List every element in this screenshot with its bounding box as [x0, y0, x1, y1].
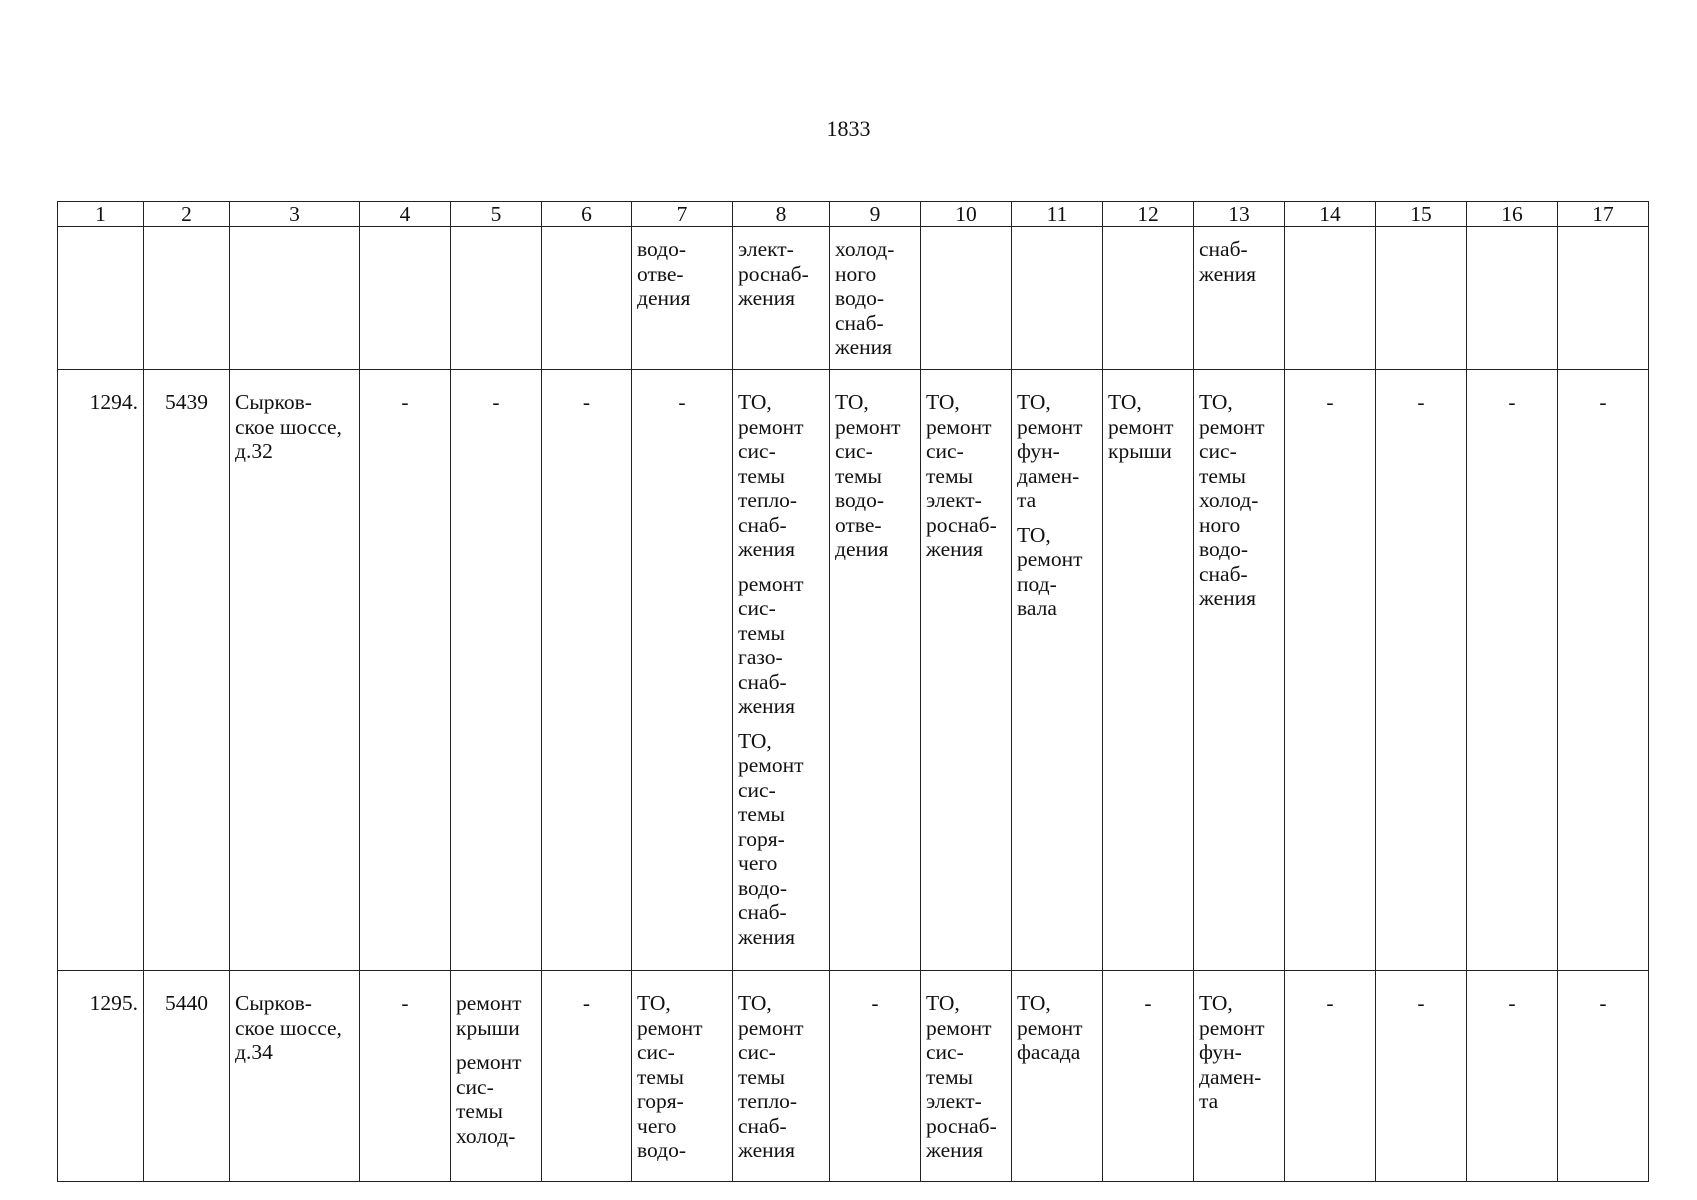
cell-line: жения	[1199, 261, 1257, 286]
dash-cell: -	[1376, 370, 1467, 971]
cell-line: ТО,	[1017, 390, 1051, 414]
cell-line: сис-	[738, 1040, 776, 1064]
row-number: 1294.	[58, 370, 144, 971]
work-item	[456, 1050, 536, 1148]
column-header: 12	[1103, 202, 1194, 227]
cell-line: снаб-	[738, 512, 787, 537]
cell-line: ремонт	[456, 991, 522, 1015]
repair-schedule-table	[57, 201, 1649, 1182]
dash-cell: -	[360, 971, 451, 1182]
dash-cell: -	[1558, 971, 1649, 1182]
empty-cell	[1467, 227, 1558, 370]
cell-line: сис-	[738, 596, 776, 620]
cell-line: жения	[835, 335, 893, 359]
continuation-cell-9	[830, 227, 921, 370]
cell-line: ремонт	[456, 1050, 522, 1074]
cell-line: холод-	[835, 237, 895, 261]
cell-line: фун-	[1199, 1040, 1242, 1064]
cell-line: жения	[926, 537, 984, 561]
address-line: д.34	[235, 1040, 273, 1064]
dash-cell: -	[360, 370, 451, 971]
cell-line: снаб-	[738, 900, 787, 924]
dash-cell: -	[1467, 971, 1558, 1182]
empty-cell	[230, 227, 360, 370]
cell-line: снаб-	[738, 669, 787, 694]
cell-line: темы	[456, 1099, 503, 1123]
cell-line: ТО,	[637, 991, 671, 1015]
column-header: 8	[733, 202, 830, 227]
empty-cell	[921, 227, 1012, 370]
work-cell-10	[921, 370, 1012, 971]
work-item	[738, 572, 824, 719]
dash-cell: -	[1103, 971, 1194, 1182]
building-code: 5440	[144, 971, 230, 1182]
cell-line: холод-	[1199, 488, 1259, 512]
work-item	[456, 991, 536, 1040]
cell-line: ТО,	[926, 390, 960, 414]
dash-cell: -	[632, 370, 733, 971]
cell-line: ремонт	[1017, 1015, 1083, 1040]
cell-line: крыши	[1108, 439, 1172, 463]
work-cell-10	[921, 971, 1012, 1182]
column-header: 2	[144, 202, 230, 227]
column-header: 1	[58, 202, 144, 227]
column-header: 7	[632, 202, 733, 227]
cell-line: сис-	[738, 439, 776, 463]
work-item	[738, 729, 824, 950]
cell-line: отве-	[637, 261, 684, 286]
cell-line: жения	[1199, 586, 1257, 610]
work-cell-11	[1012, 370, 1103, 971]
empty-cell	[360, 227, 451, 370]
cell-line: ТО,	[1017, 991, 1051, 1015]
empty-cell	[1376, 227, 1467, 370]
work-item	[1017, 390, 1097, 513]
cell-line: та	[1017, 488, 1037, 512]
cell-line: водо-	[738, 875, 787, 900]
work-cell-5	[451, 971, 542, 1182]
address-line: Сырков-	[235, 991, 312, 1015]
cell-line: газо-	[738, 645, 783, 669]
column-header: 5	[451, 202, 542, 227]
cell-line: жения	[738, 694, 796, 718]
cell-line: элект-	[738, 237, 794, 261]
cell-line: ремонт	[738, 571, 804, 596]
cell-line: темы	[926, 463, 973, 488]
empty-cell	[1012, 227, 1103, 370]
empty-cell	[451, 227, 542, 370]
cell-line: сис-	[738, 777, 776, 802]
work-cell-8	[733, 971, 830, 1182]
cell-line: снаб-	[1199, 237, 1248, 261]
dash-cell: -	[1285, 971, 1376, 1182]
address-cell	[230, 370, 360, 971]
address-line: д.32	[235, 439, 273, 463]
cell-line: ремонт	[926, 1015, 992, 1040]
cell-line: роснаб-	[926, 1113, 997, 1138]
empty-cell	[58, 227, 144, 370]
cell-line: под-	[1017, 571, 1057, 596]
cell-line: жения	[738, 286, 796, 310]
empty-cell	[542, 227, 632, 370]
column-header: 3	[230, 202, 360, 227]
cell-line: ТО,	[1017, 522, 1051, 547]
cell-line: роснаб-	[926, 512, 997, 537]
cell-line: ТО,	[738, 390, 772, 414]
work-item	[738, 390, 824, 562]
cell-line: чего	[637, 1113, 677, 1138]
column-header: 13	[1194, 202, 1285, 227]
cell-line: водо-	[637, 237, 686, 261]
cell-line: ремонт	[1017, 547, 1083, 571]
cell-line: жения	[738, 537, 796, 561]
cell-line: ремонт	[738, 753, 804, 777]
dash-cell: -	[830, 971, 921, 1182]
column-header: 11	[1012, 202, 1103, 227]
cell-line: темы	[637, 1064, 684, 1089]
column-header: 14	[1285, 202, 1376, 227]
cell-line: ного	[1199, 512, 1241, 537]
dash-cell: -	[542, 370, 632, 971]
dash-cell: -	[1285, 370, 1376, 971]
column-header: 9	[830, 202, 921, 227]
work-item	[1017, 523, 1097, 621]
cell-line: ТО,	[835, 390, 869, 414]
cell-line: ремонт	[738, 1015, 804, 1040]
cell-line: тепло-	[738, 1089, 798, 1113]
table-row-1294	[58, 370, 1649, 971]
cell-line: ТО,	[1199, 390, 1233, 414]
cell-line: ремонт	[1199, 1015, 1265, 1040]
row-number: 1295.	[58, 971, 144, 1182]
cell-line: та	[1199, 1089, 1219, 1113]
cell-line: горя-	[738, 826, 785, 851]
cell-line: ТО,	[926, 991, 960, 1015]
cell-line: ремонт	[637, 1015, 703, 1040]
cell-line: снаб-	[1199, 561, 1248, 586]
dash-cell: -	[1558, 370, 1649, 971]
work-cell-8	[733, 370, 830, 971]
work-cell-7	[632, 971, 733, 1182]
dash-cell: -	[1376, 971, 1467, 1182]
cell-line: жения	[738, 1138, 796, 1162]
table-row-1295	[58, 971, 1649, 1182]
dash-cell: -	[451, 370, 542, 971]
empty-cell	[144, 227, 230, 370]
cell-line: ТО,	[1199, 991, 1233, 1015]
cell-line: элект-	[926, 488, 982, 512]
address-line: ское шоссе,	[235, 414, 342, 439]
cell-line: снаб-	[738, 1113, 787, 1138]
cell-line: темы	[738, 620, 785, 645]
cell-line: дамен-	[1199, 1064, 1262, 1089]
cell-line: элект-	[926, 1089, 982, 1113]
work-cell-9	[830, 370, 921, 971]
cell-line: ремонт	[1017, 414, 1083, 439]
cell-line: ного	[835, 261, 877, 286]
cell-line: крыши	[456, 1015, 520, 1040]
cell-line: сис-	[926, 439, 964, 463]
column-header: 15	[1376, 202, 1467, 227]
continuation-cell-8	[733, 227, 830, 370]
cell-line: горя-	[637, 1089, 684, 1113]
address-line: Сырков-	[235, 390, 312, 414]
cell-line: темы	[738, 802, 785, 826]
cell-line: ремонт	[835, 414, 901, 439]
cell-line: жения	[926, 1138, 984, 1162]
cell-line: дения	[835, 537, 889, 561]
continuation-row	[58, 227, 1649, 370]
empty-cell	[1103, 227, 1194, 370]
work-cell-13	[1194, 370, 1285, 971]
building-code: 5439	[144, 370, 230, 971]
column-header: 4	[360, 202, 451, 227]
address-cell	[230, 971, 360, 1182]
cell-line: ТО,	[738, 991, 772, 1015]
cell-line: чего	[738, 851, 778, 875]
cell-line: ТО,	[738, 728, 772, 753]
cell-line: сис-	[926, 1040, 964, 1064]
cell-line: водо-	[835, 488, 884, 512]
cell-line: роснаб-	[738, 261, 809, 286]
cell-line: жения	[738, 924, 796, 949]
cell-line: темы	[738, 463, 785, 488]
empty-cell	[1285, 227, 1376, 370]
work-cell-12	[1103, 370, 1194, 971]
work-cell-13	[1194, 971, 1285, 1182]
cell-line: водо-	[835, 286, 884, 310]
cell-line: темы	[926, 1064, 973, 1089]
page-number: 1833	[826, 116, 871, 141]
cell-line: темы	[835, 463, 882, 488]
dash-cell: -	[1467, 370, 1558, 971]
column-header: 16	[1467, 202, 1558, 227]
cell-line: темы	[1199, 463, 1246, 488]
cell-line: сис-	[835, 439, 873, 463]
column-header: 17	[1558, 202, 1649, 227]
column-header: 10	[921, 202, 1012, 227]
cell-line: фасада	[1017, 1040, 1081, 1064]
column-header: 6	[542, 202, 632, 227]
cell-line: сис-	[637, 1040, 675, 1064]
column-number-header-row	[58, 202, 1649, 227]
cell-line: дения	[637, 286, 691, 310]
cell-line: ТО,	[1108, 390, 1142, 414]
cell-line: водо-	[637, 1138, 686, 1162]
cell-line: сис-	[1199, 439, 1237, 463]
dash-cell: -	[542, 971, 632, 1182]
cell-line: темы	[738, 1064, 785, 1089]
address-line: ское шоссе,	[235, 1015, 342, 1040]
cell-line: тепло-	[738, 488, 798, 512]
cell-line: дамен-	[1017, 463, 1080, 488]
cell-line: водо-	[1199, 537, 1248, 561]
work-cell-11	[1012, 971, 1103, 1182]
continuation-cell-13	[1194, 227, 1285, 370]
cell-line: сис-	[456, 1074, 494, 1099]
cell-line: ремонт	[738, 414, 804, 439]
cell-line: ремонт	[1199, 414, 1265, 439]
cell-line: фун-	[1017, 439, 1060, 463]
continuation-cell-7	[632, 227, 733, 370]
cell-line: ремонт	[1108, 414, 1174, 439]
cell-line: вала	[1017, 596, 1057, 620]
cell-line: ремонт	[926, 414, 992, 439]
cell-line: холод-	[456, 1123, 516, 1148]
cell-line: снаб-	[835, 310, 884, 335]
empty-cell	[1558, 227, 1649, 370]
cell-line: отве-	[835, 512, 882, 537]
